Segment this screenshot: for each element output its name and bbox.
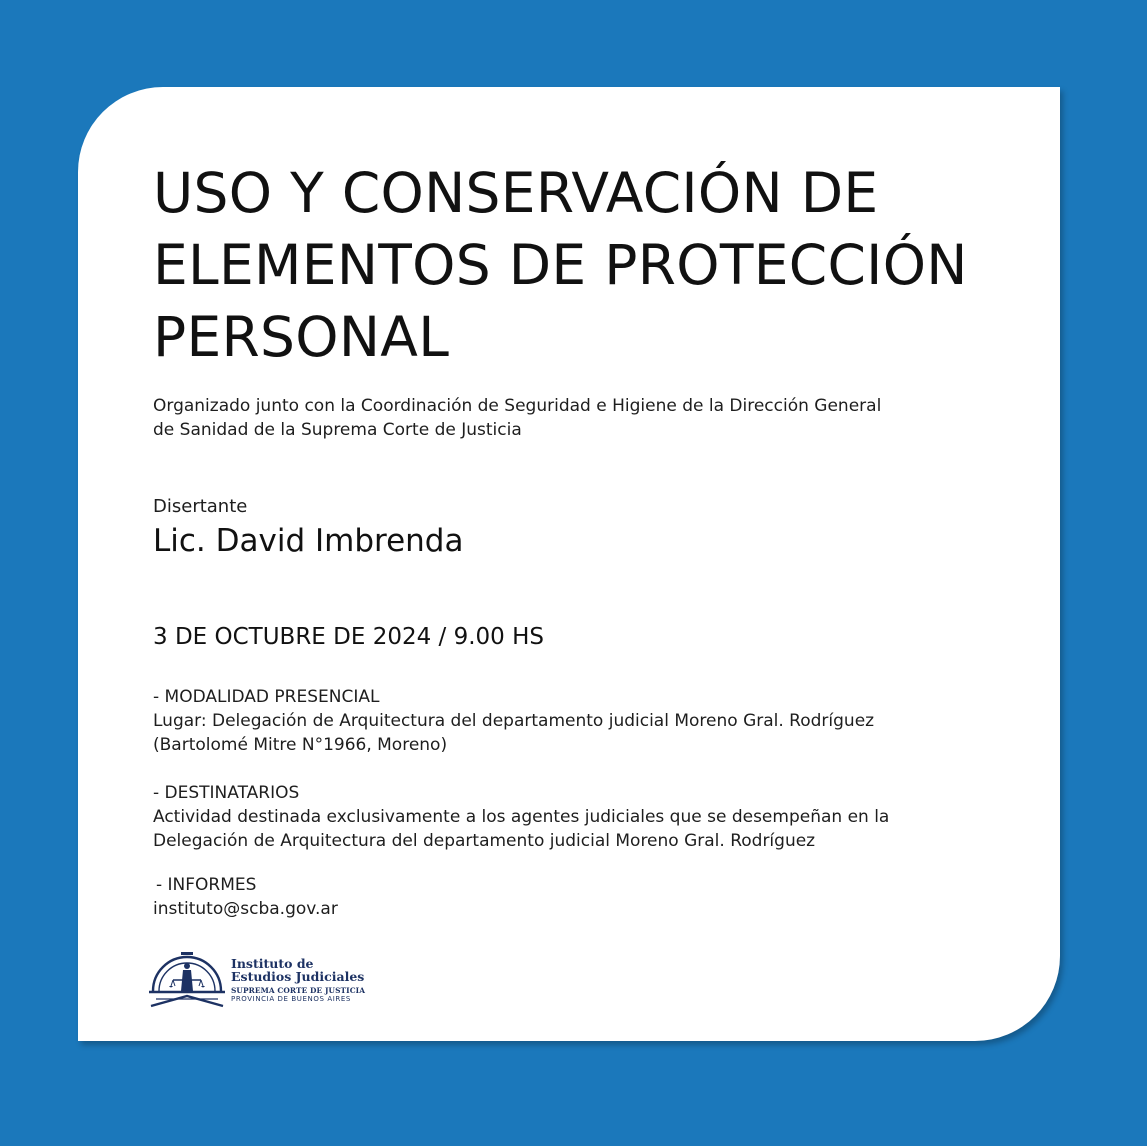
institute-logo [147, 949, 367, 1009]
speaker-label: Disertante [153, 496, 248, 517]
modality-heading: - MODALIDAD PRESENCIAL [153, 687, 380, 707]
contact-heading: - INFORMES [156, 875, 257, 895]
audience-line: Actividad destinada exclusivamente a los agentes judiciales que se desempeñan en la [153, 807, 890, 827]
event-title [153, 157, 1033, 373]
logo-line: Estudios Judiciales [231, 969, 365, 984]
audience-line: Delegación de Arquitectura del departamento judicial Moreno Gral. Rodríguez [153, 831, 816, 851]
organizer-note [153, 394, 933, 442]
logo-line: PROVINCIA DE BUENOS AIRES [231, 995, 351, 1003]
audience-section [153, 781, 1033, 853]
contact-email-link[interactable]: instituto@scba.gov.ar [153, 899, 338, 919]
audience-heading: - DESTINATARIOS [153, 783, 300, 803]
modality-line: Lugar: Delegación de Arquitectura del departamento judicial Moreno Gral. Rodríguez [153, 711, 875, 731]
modality-section [153, 685, 1033, 757]
event-card [78, 87, 1060, 1041]
title-line: PERSONAL [153, 305, 450, 369]
justice-dome-emblem-icon [147, 951, 227, 1009]
logo-line: Instituto de [231, 956, 314, 971]
organizer-line: de Sanidad de la Suprema Corte de Justicia [153, 420, 522, 440]
logo-wordmark [231, 957, 365, 1003]
title-line: USO Y CONSERVACIÓN DE [153, 161, 879, 225]
contact-section [153, 873, 1033, 921]
title-line: ELEMENTOS DE PROTECCIÓN [153, 233, 968, 297]
card-content [153, 157, 1033, 921]
modality-line: (Bartolomé Mitre N°1966, Moreno) [153, 735, 448, 755]
event-datetime: 3 DE OCTUBRE DE 2024 / 9.00 HS [153, 624, 545, 650]
speaker-name: Lic. David Imbrenda [153, 523, 464, 559]
logo-line: SUPREMA CORTE DE JUSTICIA [231, 986, 366, 995]
organizer-line: Organizado junto con la Coordinación de Seguridad e Higiene de la Dirección General [153, 396, 882, 416]
